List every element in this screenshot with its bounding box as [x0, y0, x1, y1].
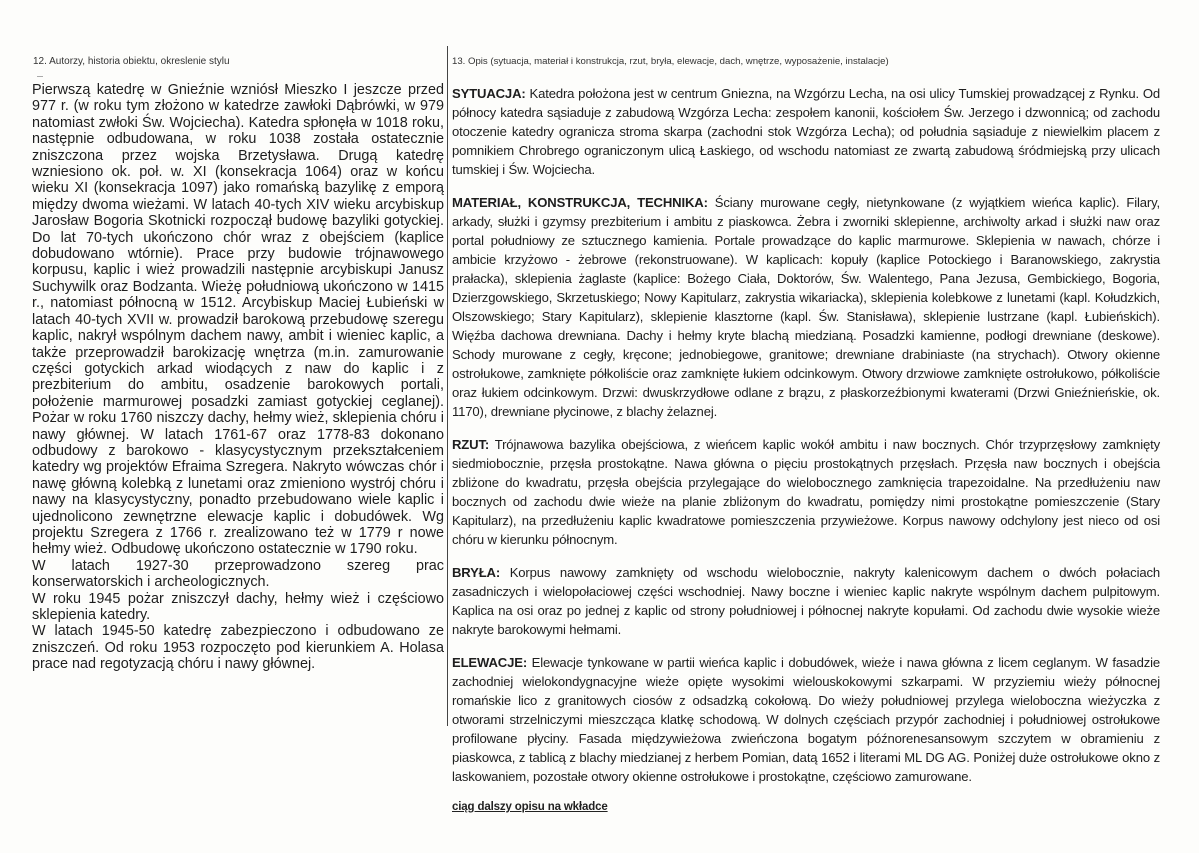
paragraph-label: ELEWACJE:	[452, 655, 528, 670]
description-column	[452, 84, 1160, 814]
paragraph-label: BRYŁA:	[452, 565, 501, 580]
paragraph-text: Katedra położona jest w centrum Gniezna, na Wzgórzu Lecha, na osi ulicy Tumskiej prowadzącej z Rynku. Od północy katedra sąsiaduje z zabudową Wzgórza Lecha: zespołem kanonii, kościołem Św. Jerzego i dzwonnicą; od zachodu otoczenie katedry ogranicza stroma skarpa (zachodni stok Wzgórza Lecha); od południa sąsiaduje z niewielkim placem z pomnikiem Chrobrego ograniczonym ulicą Łaskiego, od wschodu natomiast ze zwartą zabudową śródmiejską przy ulicach tumskiej i Św. Wojciecha.	[452, 86, 1160, 177]
scan-mark	[37, 76, 43, 77]
paragraph-text: Trójnawowa bazylika obejściowa, z wieńcem kaplic wokół ambitu i naw bocznych. Chór trzyprzęsłowy zamknięty siedmiobocznie, przęsła prostokątne. Nawa główna o pięciu prostokątnych przęsłach. Przęsła naw bocznych i obejścia zbliżone do kwadratu, przęsła obejścia przylegające do wielobocznego zamknięcia trapezoidalne. Na przedłużeniu naw bocznych od zachodu dwie wieże na planie zbliżonym do kwadratu, pomiędzy nimi prostokątne pomieszczenie (Stary Kapitularz), na przedłużeniu kaplic kwadratowe pomieszczenia przywieżowe. Korpus nawowy odchylony jest nieco od osi chóru w kierunku północnym.	[452, 437, 1160, 547]
massing-paragraph	[452, 563, 1160, 639]
history-paragraph: W latach 1927-30 przeprowadzono szereg prac konserwatorskich i archeologicznych.	[32, 557, 444, 591]
plan-paragraph	[452, 435, 1160, 549]
paragraph-label: SYTUACJA:	[452, 86, 526, 101]
paragraph-text: Korpus nawowy zamknięty od wschodu wielobocznie, nakryty kalenicowym dachem o dwóch połaciach zasadniczych i wielopołaciowej części wschodniej. Nawy boczne i wieniec kaplic nakryte wspólnym dachem pulpitowym. Kaplica na osi oraz po jednej z kaplic od strony południowej i północnej nakryte kopułami. Od zachodu dwie wysokie wieże nakryte barokowymi hełmami.	[452, 565, 1160, 637]
section-12-heading: 12. Autorzy, historia obiektu, okreslenie stylu	[33, 56, 230, 67]
material-paragraph	[452, 193, 1160, 421]
paragraph-label: MATERIAŁ, KONSTRUKCJA, TECHNIKA:	[452, 195, 708, 210]
history-paragraph: W roku 1945 pożar zniszczył dachy, hełmy wież i częściowo sklepienia katedry.	[32, 590, 444, 623]
continuation-note: ciąg dalszy opisu na wkładce	[452, 801, 608, 813]
elevations-paragraph	[452, 653, 1160, 786]
history-paragraph: Pierwszą katedrę w Gnieźnie wzniósł Mieszko I jeszcze przed 977 r. (w roku tym złożono w katedrze zawłoki Dąbrówki, w 979 natomiast zwłoki Św. Wojciecha). Katedra spłonęła w 1018 roku, następnie odbudowana, w roku 1038 została ostatecznie zniszczona przez wojska Brzetysława. Drugą katedrę wzniesiono ok. poł. w. XI (konsekracja 1064) oraz w końcu wieku XI (konsekracja 1097) jako romańską bazylikę z emporą między dwoma wieżami. W latach 40-tych XIV wieku arcybiskup Jarosław Bogoria Skotnicki rozpoczął budowę bazyliki gotyckiej. Do lat 70-tych ukończono chór wraz z obejściem (kaplice dobudowano wtórnie). Prace przy budowie trójnawowego korpusu, kaplic i wież prowadzili następnie arcybiskupi Janusz Suchywilk oraz Bodzanta. Wieżę południową ukończono w 1415 r., natomiast północną w 1512. Arcybiskup Maciej Łubieński w latach 40-tych XVII w. prowadził barokową przebudowę szeregu kaplic, nakrył wspólnym dachem nawy, ambit i wieniec kaplic, a także przeprowadził barokizację wnętrza (m.in. zamurowanie części gotyckich arkad wiodących z naw do kaplic i z prezbiterium do ambitu, osadzenie barokowych portali, położenie marmurowej posadzki zamiast gotyckiej ceglanej). Pożar w roku 1760 niszczy dachy, hełmy wież, sklepienia chóru i nawy głównej. W latach 1761-67 oraz 1778-83 dokonano odbudowy z barokowo - klasycystycznym przekształceniem katedry wg projektów Efraima Szregera. Nakryto wówczas chór i nawę główną kolebką z lunetami oraz zmieniono wystrój chóru i nawy na klasycystyczny, ponadto przebudowano wiele kaplic i ujednolicono zewnętrzne elewacje kaplic i dobudówek. Wg projektu Szregera z 1766 r. zrealizowano też w 1779 r nowe hełmy wież. Odbudowę ukończono ostatecznie w 1790 roku.	[32, 82, 444, 558]
paragraph-text: Elewacje tynkowane w partii wieńca kaplic i dobudówek, wieże i nawa główna z licem ceglanym. W fasadzie zachodniej wielokondygnacyjne wieże opięte wysokimi wielouskokowymi szkarpami. W przyziemiu wieży północnej romańskie lico z granitowych ciosów z odsadzką cokołową. Do wieży południowej przylega wieloboczna wieżyczka z otworami strzelniczymi mieszcząca klatkę schodową. W dolnych częściach przypór zachodniej i południowej ostrołukowe profilowane płyciny. Fasada międzywieżowa zwieńczona bogatym późnorenesansowym szczytem w obramieniu z piaskowca, z tablicą z blachy miedzianej z herbem Pomian, datą 1652 i literami ML DG AG. Poniżej duże ostrołukowe okno z laskowaniem, pozostałe otwory okienne ostrołukowe i prostokątne, częściowo zamurowane.	[452, 655, 1160, 784]
paragraph-label: RZUT:	[452, 437, 490, 452]
column-divider	[447, 46, 448, 726]
history-column	[32, 82, 444, 673]
history-paragraph: W latach 1945-50 katedrę zabezpieczono i odbudowano ze zniszczeń. Od roku 1953 rozpoczęto pod kierunkiem A. Holasa prace nad regotyzacją chóru i nawy głównej.	[32, 623, 444, 673]
situation-paragraph	[452, 84, 1160, 179]
section-13-heading: 13. Opis (sytuacja, materiał i konstrukcja, rzut, bryła, elewacje, dach, wnętrze, wyposażenie, instalacje)	[452, 56, 889, 67]
paragraph-text: Ściany murowane cegły, nietynkowane (z wyjątkiem wieńca kaplic). Filary, arkady, służki i gzymsy prezbiterium i ambitu z piaskowca. Żebra i zworniki sklepienne, archiwolty arkad i służki naw oraz portal południowy ze sztucznego kamienia. Portale prowadzące do kaplic marmurowe. Sklepienia w nawach, chórze i ambicie krzyżowo - żebrowe (rekonstruowane). W kaplicach: kopuły (kaplice Potockiego i Baranowskiego, zakrystia prałacka), sklepienia żaglaste (kaplice: Bożego Ciała, Doktorów, Św. Walentego, Pana Jezusa, Gembickiego, Bogoria, Dzierzgowskiego, Skrzetuskiego; Nowy Kapitularz, zakrystia wikariacka), sklepienia kolebkowe z lunetami (kapl. Kołudzkich, Olszowskiego; Stary Kapitularz), sklepienie klasztorne (kapl. Św. Stanisława), sklepienie lustrzane (kapl. Łubieńskich). Więźba dachowa drewniana. Dachy i hełmy kryte blachą miedzianą. Posadzki kamienne, podłogi drewniane (deskowe). Schody murowane z cegły, kręcone; jednobiegowe, granitowe; drewniane drabiniaste (na strychach). Otwory okienne ostrołukowe, zamknięte półkoliście oraz zamknięte łukiem odcinkowym. Otwory drzwiowe zamknięte ostrołukowo, półkoliście oraz łukiem odcinkowym. Drzwi: dwuskrzydłowe odlane z brązu, z płaskorzeźbionymi kwaterami (Drzwi Gnieźnieńskie, ok. 1170), drewniane płycinowe, z blachy żelaznej.	[452, 195, 1160, 419]
